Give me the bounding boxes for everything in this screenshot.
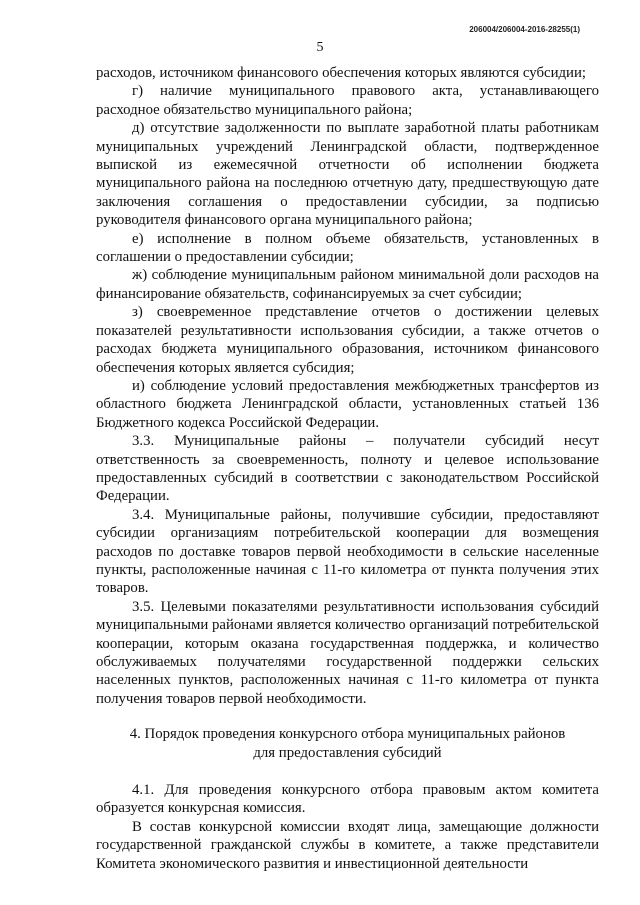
document-id: 206004/206004-2016-28255(1)	[469, 25, 580, 34]
section-heading-line-2: для предоставления субсидий	[253, 744, 442, 761]
paragraph-item-z: з) своевременное представление отчетов о достижении целевых показателей результативности использования субсидии, а также отчетов о расходах бюджета муниципального образования, источником финансового обеспечения которых является субсидия;	[96, 304, 599, 376]
paragraph-3-5: 3.5. Целевыми показателями результативности использования субсидий муниципальными районами является количество организаций потребительской кооперации, которым оказана государственная поддержка, и количество обслуживаемых получателями государственной поддержки сельских населенных пунктов, расположенных начиная с 11-го километра от пункта получения товаров первой необходимости.	[96, 598, 599, 707]
section-heading-line-1: 4. Порядок проведения конкурсного отбора муниципальных районов	[129, 726, 566, 743]
paragraph-commission-composition: В состав конкурсной комиссии входят лица, замещающие должности государственной гражданской службы в комитете, а также представители Комитета экономического развития и инвестиционной деятельности	[96, 818, 599, 872]
paragraph-3-3: 3.3. Муниципальные районы – получатели субсидий несут ответственность за своевременность, полноту и целевое использование предоставленных субсидий в соответствии с законодательством Российской Федерации.	[96, 433, 599, 505]
paragraph-item-g: г) наличие муниципального правового акта, устанавливающего расходное обязательство муниципального района;	[96, 83, 599, 118]
paragraph-3-4: 3.4. Муниципальные районы, получившие субсидии, предоставляют субсидии организациям потребительской кооперации для возмещения расходов по доставке товаров первой необходимости в сельские населенные пункты, расположенные начиная с 11-го километра от пункта получения этих товаров.	[96, 506, 599, 597]
paragraph-item-e: е) исполнение в полном объеме обязательств, установленных в соглашении о предоставлении субсидии;	[96, 230, 599, 266]
page-number: 5	[316, 40, 324, 55]
paragraph-continuation: расходов, источником финансового обеспечения которых являются субсидии;	[96, 65, 586, 81]
document-body	[96, 64, 599, 873]
paragraph-4-1: 4.1. Для проведения конкурсного отбора правовым актом комитета образуется конкурсная комиссия.	[96, 782, 599, 817]
paragraph-item-zh: ж) соблюдение муниципальным районом минимальной доли расходов на финансирование обязательств, софинансируемых за счет субсидии;	[96, 267, 599, 302]
paragraph-item-d: д) отсутствие задолженности по выплате заработной платы работникам муниципальных учреждений Ленинградской области, подтвержденное выпиской из ежемесячной отчетности об исполнении бюджета муниципального района на последнюю отчетную дату, предшествующую дате заключения соглашения о предоставлении субсидии, за подписью руководителя финансового органа муниципального района;	[96, 120, 599, 229]
paragraph-item-i: и) соблюдение условий предоставления межбюджетных трансфертов из областного бюджета Ленинградской области, установленных статьей 136 Бюджетного кодекса Российской Федерации.	[96, 377, 599, 431]
